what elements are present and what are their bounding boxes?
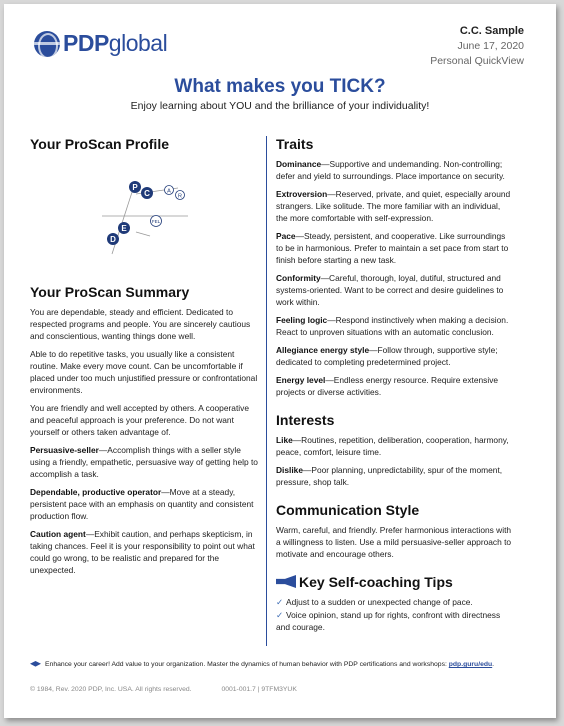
column-divider	[266, 136, 267, 646]
checkmark-icon: ✓	[276, 610, 284, 620]
graduation-cap-icon	[30, 661, 41, 668]
megaphone-icon	[276, 575, 296, 588]
globe-icon	[34, 31, 60, 57]
trait-item: Dominance—Supportive and undemanding. Non-controlling; defer and yield to surroundings. Place importance on security.	[276, 159, 505, 181]
trait-item: Feeling logic—Respond instinctively when making a decision. React to unproven situations with an automatic conclusion.	[276, 315, 509, 337]
workshops-link[interactable]: pdp.guru/edu	[448, 661, 493, 668]
communication-text: Warm, careful, and friendly. Prefer harmonious interactions with a willingness to listen. Use a mild persuasive-seller approach to motivate and encourage others.	[276, 525, 512, 559]
style-caution-agent: Caution agent—Exhibit caution, and perhaps skepticism, in taking chances. Feel it is your responsibility to point out what could go wrong, to be realistic and prepared for the unexpected.	[30, 529, 255, 575]
trait-marker-c	[141, 187, 153, 199]
page-title: What makes you TICK?	[174, 76, 386, 97]
svg-text:R: R	[178, 193, 182, 200]
trait-marker-d	[107, 233, 119, 245]
document-code: 0001-001.7 | 9TFM3YUK	[221, 686, 297, 693]
trait-item: Extroversion—Reserved, private, and quiet, especially around strangers. Like solitude. The more familiar with an individual, the more comfortable with self-expression.	[276, 189, 511, 223]
interest-like: Like—Routines, repetition, deliberation, cooperation, harmony, peace, comfort, leisure time.	[276, 435, 509, 457]
copyright-line	[30, 686, 325, 693]
report-date: June 17, 2020	[457, 40, 524, 52]
left-column	[30, 136, 262, 582]
interests-heading: Interests	[276, 412, 335, 428]
trait-marker-r	[176, 191, 185, 200]
footer-promo: Enhance your career! Add value to your organization. Master the dynamics of human behavior with PDP certifications and workshops: pdp.guru/edu .	[30, 661, 494, 668]
trait-marker-fel	[151, 216, 162, 227]
trait-marker-e	[118, 222, 130, 234]
page-subtitle: Enjoy learning about YOU and the brilliance of your individuality!	[130, 100, 430, 112]
tip-item: ✓ Adjust to a sudden or unexpected change of pace.	[276, 597, 473, 607]
trait-item: Energy level—Endless energy resource. Require extensive projects or diverse activities.	[276, 375, 499, 397]
summary-paragraph: Able to do repetitive tasks, you usually like a consistent routine. Make every move count. Can be uncomfortable if placed under too much unjustified pressure or confrontational environments.	[30, 349, 258, 395]
tip-item: ✓ Voice opinion, stand up for rights, confront with directness and courage.	[276, 610, 501, 632]
tips-heading: Key Self-coaching Tips	[276, 574, 514, 590]
profile-heading: Your ProScan Profile	[30, 136, 169, 152]
svg-text:FEL: FEL	[151, 219, 161, 224]
communication-heading: Communication Style	[276, 502, 420, 518]
summary-paragraph: You are friendly and well accepted by others. A cooperative and peaceful approach is your preference. Do not want yourself or others taken advantage of.	[30, 403, 249, 437]
trait-item: Conformity—Careful, thorough, loyal, dutiful, structured and systems-oriented. Want to be correct and desire guidelines to work within.	[276, 273, 504, 307]
summary-paragraph: You are dependable, steady and efficient. Dedicated to respected programs and people. You are sincerely cautious and conscientious, wanting things done well.	[30, 307, 251, 341]
report-page	[4, 4, 556, 718]
traits-heading: Traits	[276, 136, 314, 152]
logo-rest-text: global	[108, 30, 168, 56]
report-meta	[430, 24, 524, 69]
person-name: C.C. Sample	[459, 25, 524, 37]
svg-text:D: D	[110, 235, 116, 244]
svg-text:E: E	[121, 224, 127, 233]
pdpglobal-logo	[34, 30, 167, 57]
summary-heading: Your ProScan Summary	[30, 284, 190, 300]
svg-text:P: P	[132, 183, 138, 192]
trait-marker-a	[165, 186, 174, 195]
style-persuasive-seller: Persuasive-seller—Accomplish things with a seller style using a friendly, empathetic, persuasive way of getting help to accomplish a task.	[30, 445, 258, 479]
trait-item: Pace—Steady, persistent, and cooperative. Like surroundings to be in harmonious. Prefer to maintain a set pace from start to finish before starting a new task.	[276, 231, 509, 265]
copyright-text: © 1984, Rev. 2020 PDP, Inc. USA. All rights reserved.	[30, 686, 192, 693]
right-column	[276, 136, 514, 639]
logo-bold-text: PDP	[63, 30, 109, 56]
trait-item: Allegiance energy style—Follow through, supportive style; dedicated to completing predetermined project.	[276, 345, 498, 367]
svg-text:C: C	[144, 189, 150, 198]
interest-dislike: Dislike—Poor planning, unpredictability, spur of the moment, pressure, shop talk.	[276, 465, 503, 487]
proscan-profile-diagram	[30, 158, 262, 268]
style-productive-operator: Dependable, productive operator—Move at a steady, persistent pace with an emphasis on quantity and consistent production flow.	[30, 487, 254, 521]
report-type: Personal QuickView	[430, 55, 524, 67]
checkmark-icon: ✓	[276, 597, 284, 607]
trait-marker-p	[129, 181, 141, 193]
svg-text:A: A	[167, 188, 171, 195]
